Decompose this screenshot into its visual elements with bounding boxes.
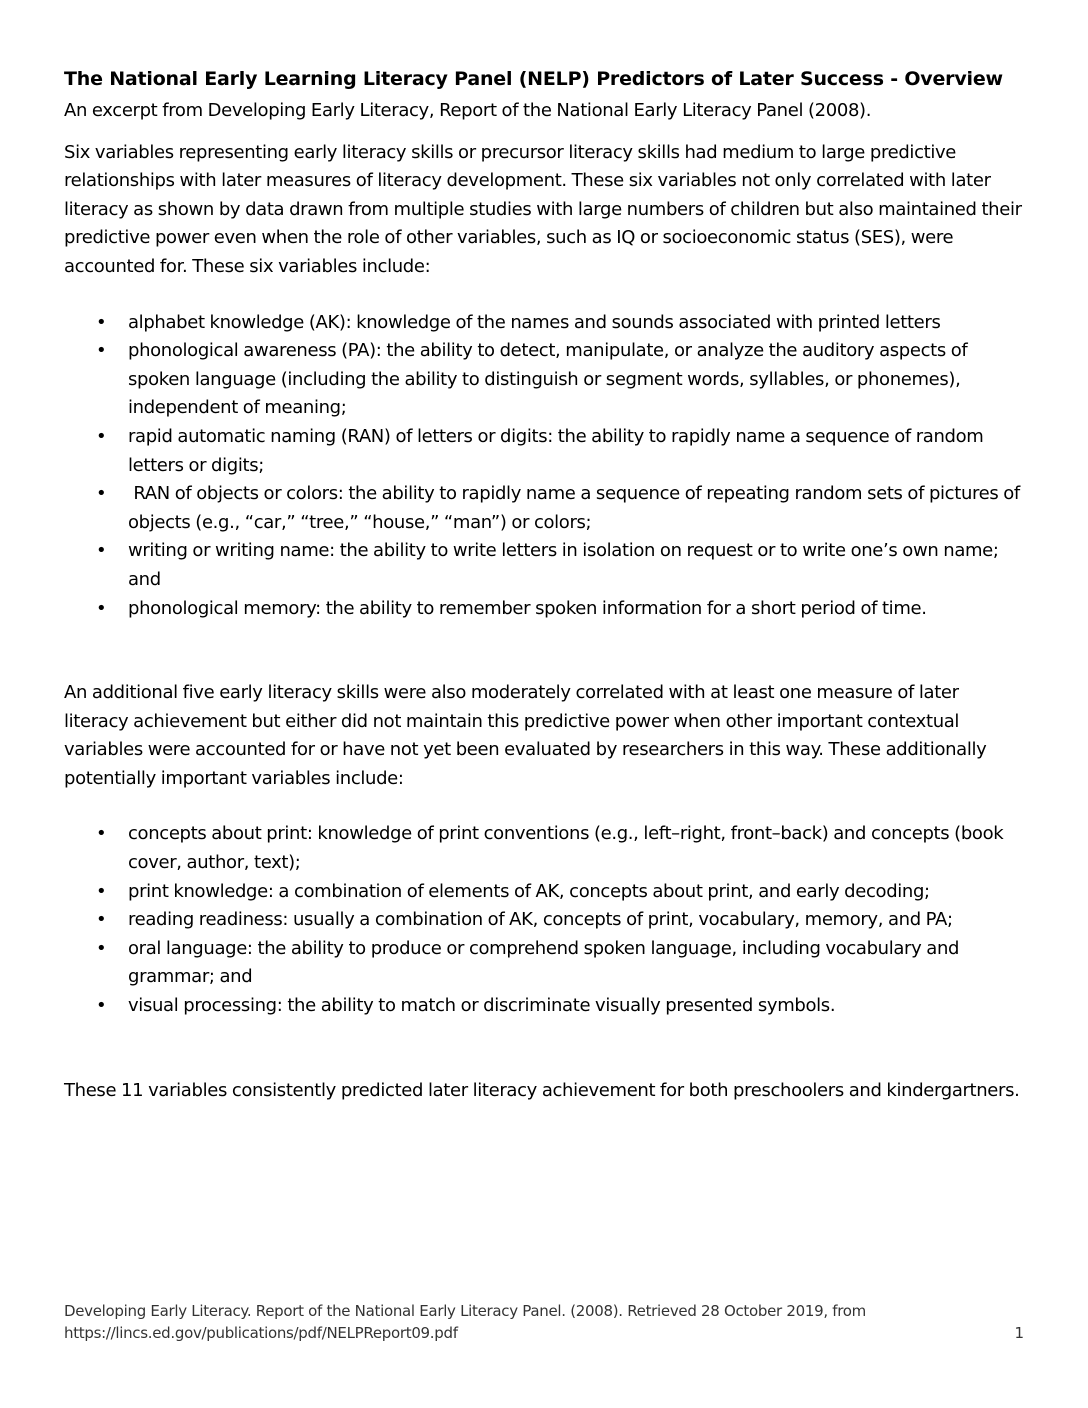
paragraph-additional-variables: An additional five early literacy skills were also moderately correlated with at least one measure of later literacy achievement but either did not maintain this predictive power when other important contextual variables were accounted for or have not yet been evaluated by researchers in this way. These additionally potentially important variables include: [64, 682, 987, 789]
paragraph-six-variables: Six variables representing early literacy skills or precursor literacy skills had medium to large predictive relationships with later measures of literacy development. These six variables not only correlated with later literacy as shown by data drawn from multiple studies with large numbers of children but also maintained their predictive power even when the role of other variables, such as IQ or socioeconomic status (SES), were accounted for. These six variables include: [64, 141, 1022, 277]
paragraph-conclusion: These 11 variables consistently predicted later literacy achievement for both preschoolers and kindergartners. [64, 1079, 1020, 1101]
bullet-icon: • [96, 483, 107, 505]
list-item-text: concepts about print: knowledge of print conventions (e.g., left–right, front–back) and concepts (book cover, author, text); [128, 823, 1004, 874]
list-item [64, 935, 1024, 992]
bullet-icon: • [96, 823, 107, 845]
bullet-icon: • [96, 995, 107, 1017]
bullet-icon: • [96, 540, 107, 562]
bullet-icon: • [96, 597, 107, 619]
list-item-text: print knowledge: a combination of elements of AK, concepts about print, and early decoding; [128, 880, 930, 902]
bullet-icon: • [96, 880, 107, 902]
list-item [64, 309, 1024, 338]
bullet-icon: • [96, 937, 107, 959]
list-item-text: phonological awareness (PA): the ability to detect, manipulate, or analyze the auditory aspects of spoken language (including the ability to distinguish or segment words, syllables, or phonemes), independent of meaning; [128, 340, 968, 419]
list-item [64, 480, 1024, 537]
list-item [64, 992, 1024, 1021]
list-item-text: RAN of objects or colors: the ability to rapidly name a sequence of repeating random sets of pictures of objects (e.g., “car,” “tree,” “house,” “man”) or colors; [128, 483, 1025, 533]
bullet-icon: • [96, 311, 107, 333]
list-item [64, 595, 1024, 624]
additional-variables-list [64, 820, 1024, 1020]
list-item-text: phonological memory: the ability to remember spoken information for a short period of time. [128, 597, 927, 619]
bullet-icon: • [96, 340, 107, 362]
footer-citation [64, 1300, 1024, 1344]
document-body [64, 64, 1024, 1118]
list-item [64, 820, 1024, 877]
bullet-icon: • [96, 425, 107, 447]
citation-line: Developing Early Literacy. Report of the National Early Literacy Panel. (2008). Retrieved 28 October 2019, from [64, 1302, 866, 1320]
list-item-text: alphabet knowledge (AK): knowledge of the names and sounds associated with printed letters [128, 311, 941, 333]
list-item [64, 906, 1024, 935]
list-item [64, 878, 1024, 907]
intro-text: An excerpt from Developing Early Literacy, Report of the National Early Literacy Panel (2008). [64, 100, 872, 121]
list-item-text: rapid automatic naming (RAN) of letters or digits: the ability to rapidly name a sequence of random letters or digits; [128, 425, 984, 476]
list-item-text: reading readiness: usually a combination of AK, concepts of print, vocabulary, memory, and PA; [128, 909, 953, 931]
bullet-icon: • [96, 909, 107, 931]
list-item [64, 337, 1024, 423]
citation-url: https://lincs.ed.gov/publications/pdf/NELPReport09.pdf [64, 1324, 458, 1342]
document-title: The National Early Learning Literacy Panel (NELP) Predictors of Later Success - Overview [64, 68, 1003, 90]
list-item-text: visual processing: the ability to match or discriminate visually presented symbols. [128, 995, 836, 1017]
list-item [64, 423, 1024, 480]
page-number: 1 [1014, 1324, 1024, 1342]
list-item-text: oral language: the ability to produce or comprehend spoken language, including vocabulary and grammar; and [128, 937, 960, 988]
list-item [64, 537, 1024, 594]
six-variables-list [64, 309, 1024, 624]
list-item-text: writing or writing name: the ability to write letters in isolation on request or to write one’s own name; and [128, 540, 999, 590]
